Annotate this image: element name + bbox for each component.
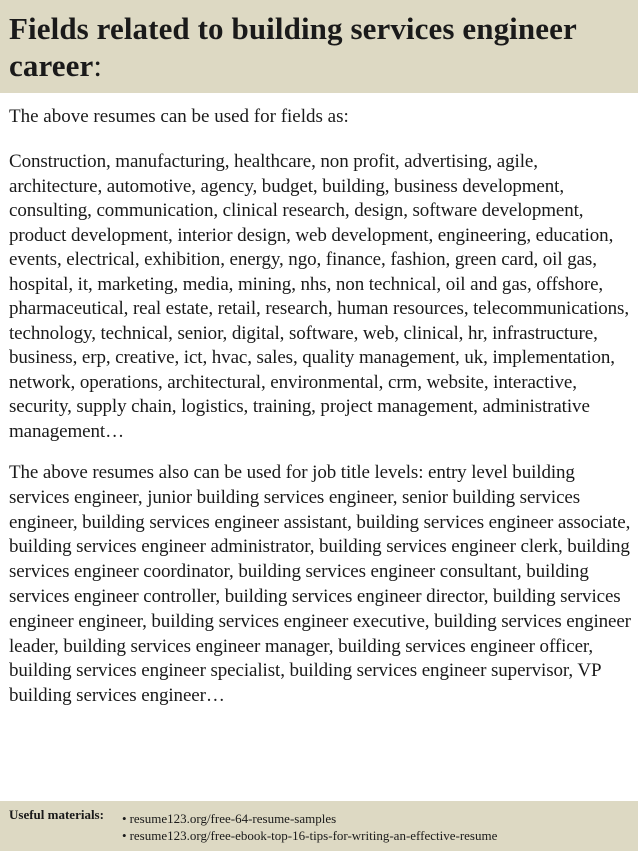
page-title-text: Fields related to building services engineer career bbox=[9, 11, 577, 83]
bullet-icon: • bbox=[122, 828, 127, 843]
page-title bbox=[9, 10, 631, 84]
useful-materials-label-text: Useful materials bbox=[9, 807, 100, 822]
footer-link-text[interactable]: resume123.org/free-64-resume-samples bbox=[129, 811, 337, 826]
bullet-icon: • bbox=[122, 811, 127, 826]
page-title-colon: : bbox=[93, 48, 103, 83]
footer-link-ebook-tips[interactable] bbox=[122, 824, 497, 847]
useful-materials-links bbox=[122, 807, 497, 847]
job-titles-text: The above resumes also can be used for job title levels: entry level building services engineer, junior building services engineer, senior building services engineer, building services engineer assistant, building services engineer associate, building services engineer administrator, building services engineer clerk, building services engineer coordinator, building services engineer consultant, building services engineer controller, building services engineer director, building services engineer engineer, building services engineer executive, building services engineer leader, building services engineer manager, building services engineer officer, building services engineer specialist, building services engineer supervisor, VP building services engineer… bbox=[9, 462, 631, 707]
header-banner bbox=[0, 0, 638, 93]
fields-list-text: Construction, manufacturing, healthcare, non profit, advertising, agile, architecture, automotive, agency, budget, building, business development, consulting, communication, clinical research, design, software development, product development, interior design, web development, engineering, education, events, electrical, exhibition, energy, ngo, finance, fashion, green card, oil gas, hospital, it, marketing, media, mining, nhs, non technical, oil and gas, offshore, pharmaceutical, real estate, retail, research, human resources, telecommunications, technology, technical, senior, digital, software, web, clinical, hr, infrastructure, business, erp, creative, ict, hvac, sales, quality management, uk, implementation, network, operations, architectural, environmental, crm, website, interactive, security, supply chain, logistics, training, project management, administrative management… bbox=[9, 151, 629, 442]
useful-materials-label bbox=[9, 807, 104, 823]
footer-banner bbox=[0, 801, 638, 851]
main-content bbox=[9, 106, 633, 709]
useful-materials-label-colon: : bbox=[99, 807, 104, 822]
footer-link-text[interactable]: resume123.org/free-ebook-top-16-tips-for-writing-an-effective-resume bbox=[129, 828, 498, 843]
intro-text: The above resumes can be used for fields as: bbox=[9, 106, 349, 127]
